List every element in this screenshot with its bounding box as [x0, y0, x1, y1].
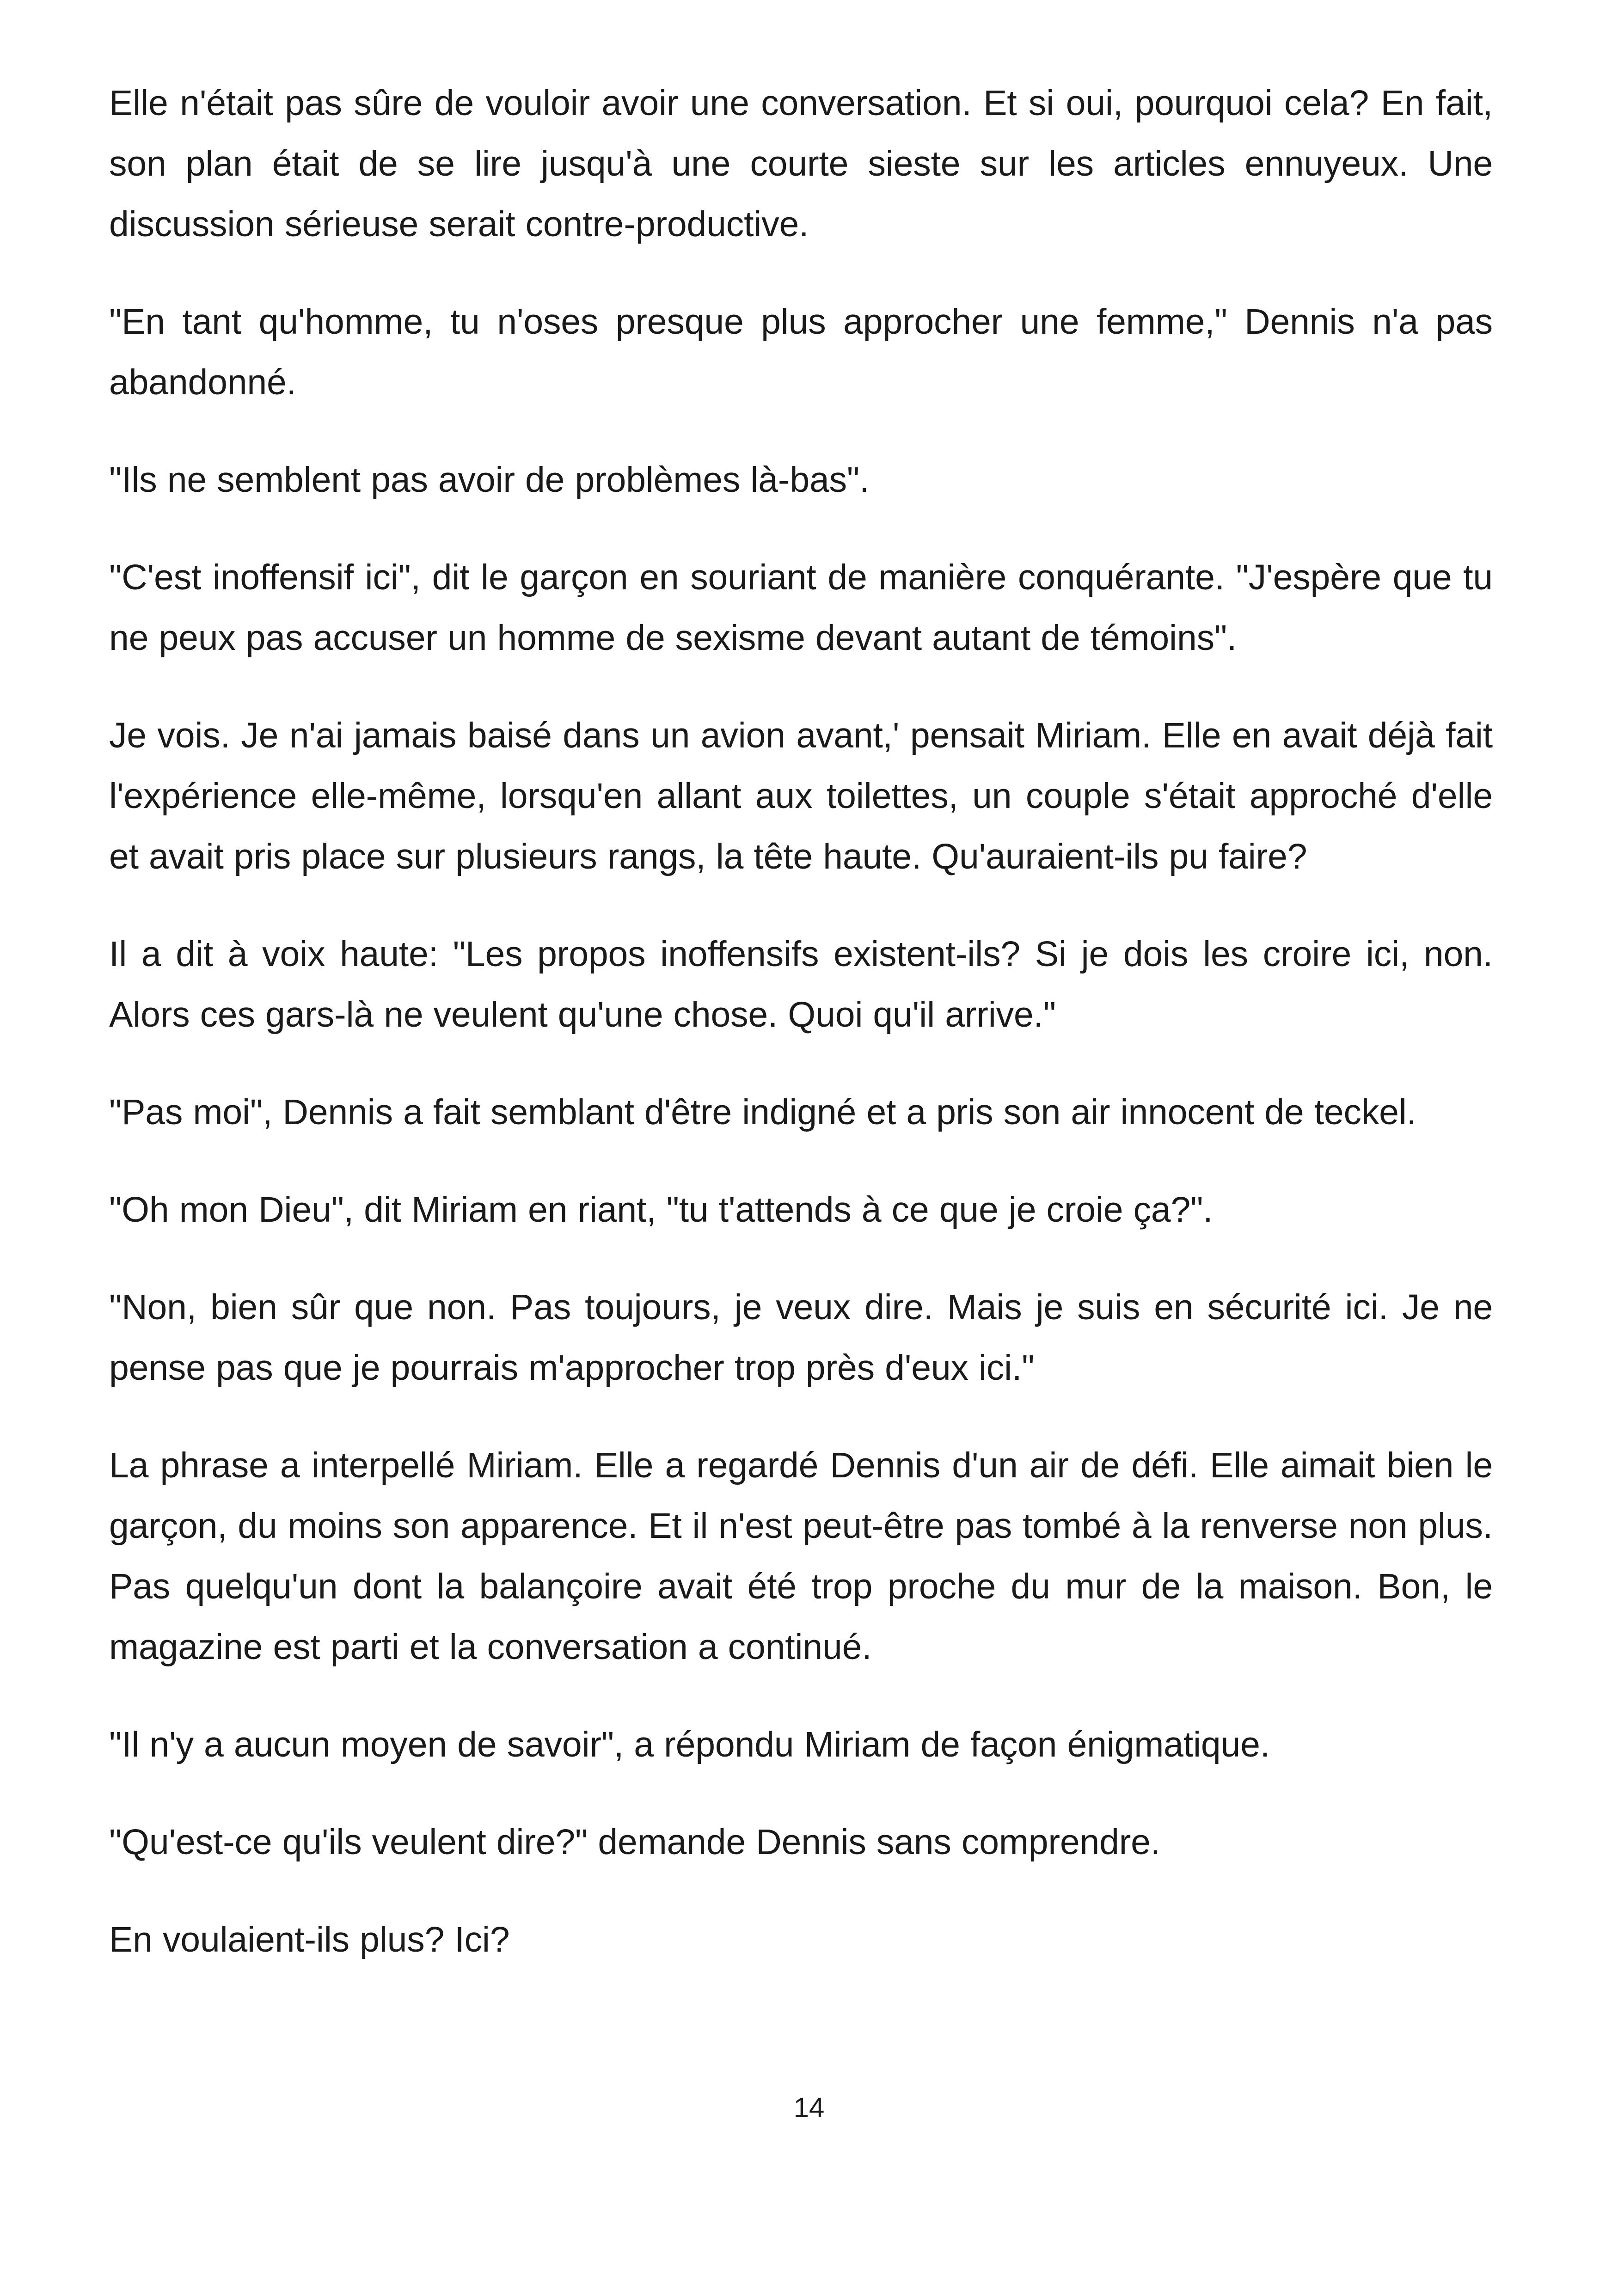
paragraph: "En tant qu'homme, tu n'oses presque plus approcher une femme," Dennis n'a pas abandonné. [109, 302, 1493, 402]
page-number: 14 [793, 2092, 825, 2123]
paragraph: "Pas moi", Dennis a fait semblant d'être indigné et a pris son air innocent de teckel. [109, 1092, 1416, 1132]
paragraph: "C'est inoffensif ici", dit le garçon en souriant de manière conquérante. "J'espère que tu ne peux pas accuser un homme de sexisme devant autant de témoins". [109, 557, 1493, 658]
paragraph: "Non, bien sûr que non. Pas toujours, je veux dire. Mais je suis en sécurité ici. Je ne pense pas que je pourrais m'approcher trop près d'eux ici." [109, 1287, 1493, 1388]
paragraph: "Oh mon Dieu", dit Miriam en riant, "tu t'attends à ce que je croie ça?". [109, 1190, 1213, 1230]
paragraph: En voulaient-ils plus? Ici? [109, 1920, 510, 1959]
paragraph: "Ils ne semblent pas avoir de problèmes là-bas". [109, 460, 870, 500]
paragraph: Elle n'était pas sûre de vouloir avoir une conversation. Et si oui, pourquoi cela? En fait, son plan était de se lire jusqu'à une courte sieste sur les articles ennuyeux. Une discussion sérieuse serait contre-productive. [109, 83, 1493, 244]
paragraph: "Il n'y a aucun moyen de savoir", a répondu Miriam de façon énigmatique. [109, 1725, 1270, 1764]
paragraph: La phrase a interpellé Miriam. Elle a regardé Dennis d'un air de défi. Elle aimait bien le garçon, du moins son apparence. Et il n'est peut-être pas tombé à la renverse non plus. Pas quelqu'un dont la balançoire avait été trop proche du mur de la maison. Bon, le magazine est parti et la conversation a continué. [109, 1445, 1493, 1667]
paragraph: "Qu'est-ce qu'ils veulent dire?" demande Dennis sans comprendre. [109, 1822, 1160, 1862]
paragraph: Je vois. Je n'ai jamais baisé dans un avion avant,' pensait Miriam. Elle en avait déjà fait l'expérience elle-même, lorsqu'en allant aux toilettes, un couple s'était approché d'elle et avait pris place sur plusieurs rangs, la tête haute. Qu'auraient-ils pu faire? [109, 716, 1493, 876]
paragraph: Il a dit à voix haute: "Les propos inoffensifs existent-ils? Si je dois les croire ici, non. Alors ces gars-là ne veulent qu'une chose. Quoi qu'il arrive." [109, 934, 1493, 1035]
body-text [109, 73, 1493, 1970]
